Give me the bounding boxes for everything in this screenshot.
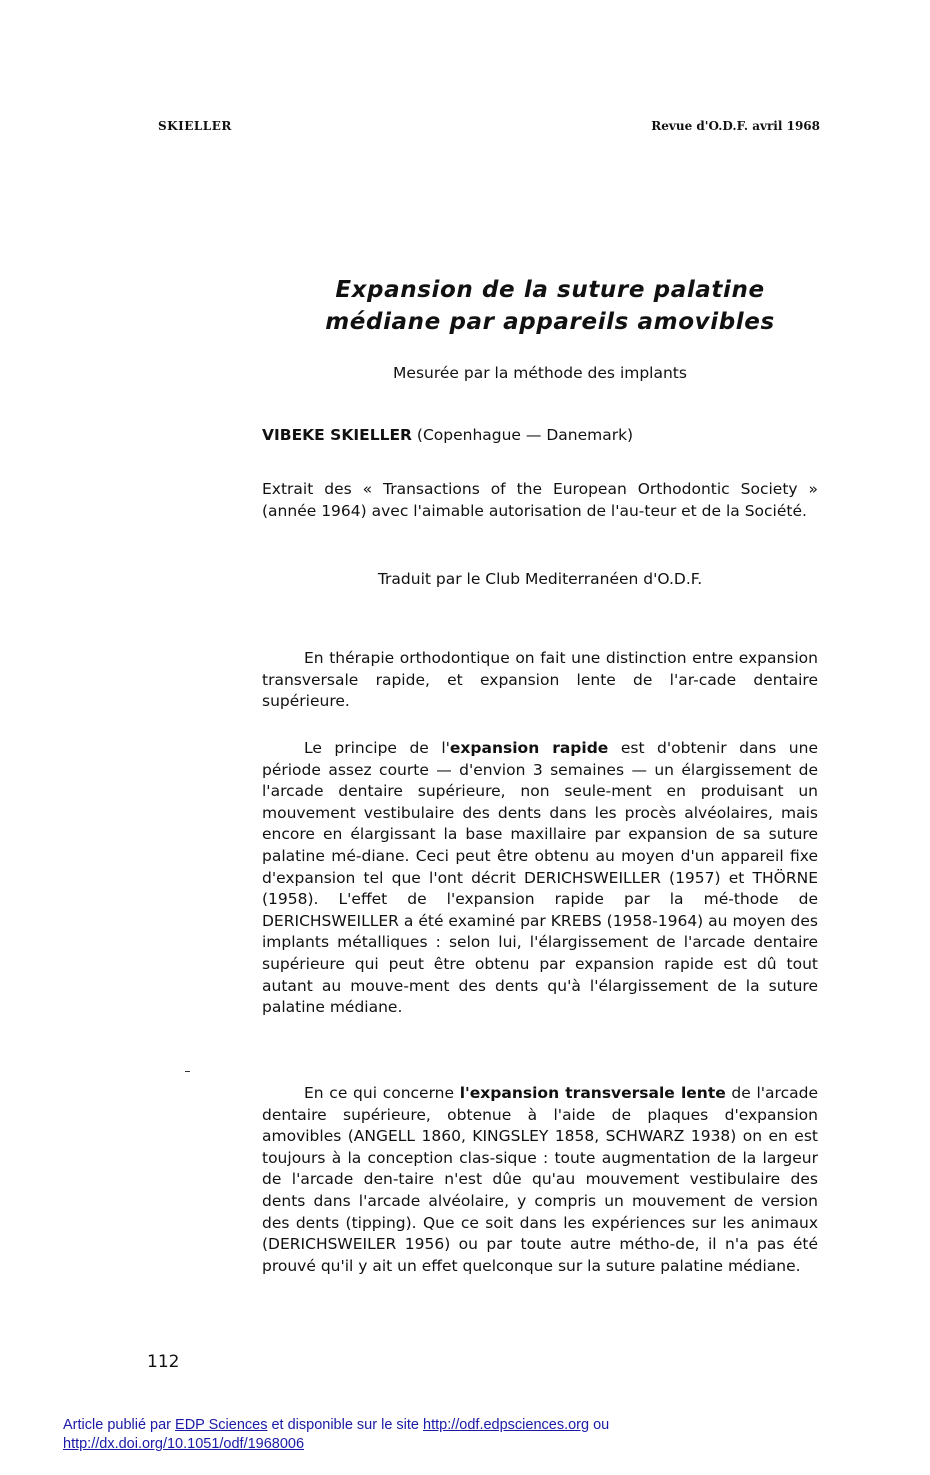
footer-line-2 [63, 1435, 609, 1454]
footer-text-2: et disponible sur le site [267, 1417, 424, 1433]
paragraph-2-emphasis: expansion rapide [449, 739, 609, 757]
paragraph-2-start: Le principe de l' [304, 739, 450, 757]
paragraph-1: En thérapie orthodontique on fait une distinction entre expansion transversale rapide, et expansion lente de l'ar-cade dentaire supérieure. [262, 649, 818, 711]
running-header-author: SKIELLER [158, 119, 232, 133]
margin-mark [185, 1071, 190, 1072]
paragraph-3-emphasis: l'expansion transversale lente [459, 1084, 726, 1102]
translation-note: Traduit par le Club Mediterranéen d'O.D.F. [377, 570, 703, 588]
paragraph-2 [262, 738, 818, 1019]
article-title [230, 274, 870, 338]
author-line [262, 426, 633, 444]
article-subtitle: Mesurée par la méthode des implants [393, 364, 687, 382]
paragraph-2-rest: est d'obtenir dans une période assez courte — d'envion 3 semaines — un élargissement de l'arcade dentaire supérieure, non seule-ment en produisant un mouvement vestibulaire des dents dans les procès alvéolaires, mais encore en élargissant la base maxillaire par expansion de sa suture palatine mé-diane. Ceci peut être obtenu au moyen d'un appareil fixe d'expansion tel que l'ont décrit DERICHSWEILLER (1957) et THÖRNE (1958). L'effet de l'expansion rapide par la mé-thode de DERICHSWEILLER a été examiné par KREBS (1958-1964) au moyen des implants métalliques : selon lui, l'élargissement de l'arcade dentaire supérieure qui peut être obtenu par expansion rapide est dû tout autant au mouve-ment des dents qu'à l'élargissement de la suture palatine médiane. [262, 739, 818, 1017]
edp-sciences-link[interactable]: EDP Sciences [175, 1417, 268, 1433]
paragraph-3-start: En ce qui concerne [304, 1084, 460, 1102]
title-line-1: Expansion de la suture palatine [335, 277, 765, 303]
author-affiliation: (Copenhague — Danemark) [411, 426, 634, 444]
paragraph-3 [262, 1083, 818, 1277]
paragraph-3-rest: de l'arcade dentaire supérieure, obtenue à l'aide de plaques d'expansion amovibles (ANGELL 1860, KINGSLEY 1858, SCHWARZ 1938) on en est toujours à la conception clas-sique : toute augmentation de la largeur de l'arcade den-taire n'est dûe qu'au mouvement vestibulaire des dents dans l'arcade alvéolaire, y compris un mouvement de version des dents (tipping). Que ce soit dans les expériences sur les animaux (DERICHSWEILER 1956) ou par toute autre métho-de, il n'a pas été prouvé qu'il y ait un effet quelconque sur la suture palatine médiane. [262, 1084, 818, 1275]
footer-text-3: ou [589, 1417, 610, 1433]
publisher-footer [63, 1416, 609, 1454]
title-line-2: médiane par appareils amovibles [325, 309, 775, 335]
footer-line-1 [63, 1416, 609, 1435]
running-header-journal: Revue d'O.D.F. avril 1968 [651, 119, 820, 133]
page-number: 112 [147, 1352, 180, 1372]
author-name: VIBEKE SKIELLER [262, 426, 412, 444]
extract-note: Extrait des « Transactions of the European Orthodontic Society » (année 1964) avec l'aimable autorisation de l'au-teur et de la Société. [262, 480, 818, 520]
journal-site-link[interactable]: http://odf.edpsciences.org [423, 1417, 590, 1433]
doi-link[interactable]: http://dx.doi.org/10.1051/odf/1968006 [63, 1436, 305, 1452]
footer-text-1: Article publié par [63, 1417, 176, 1433]
